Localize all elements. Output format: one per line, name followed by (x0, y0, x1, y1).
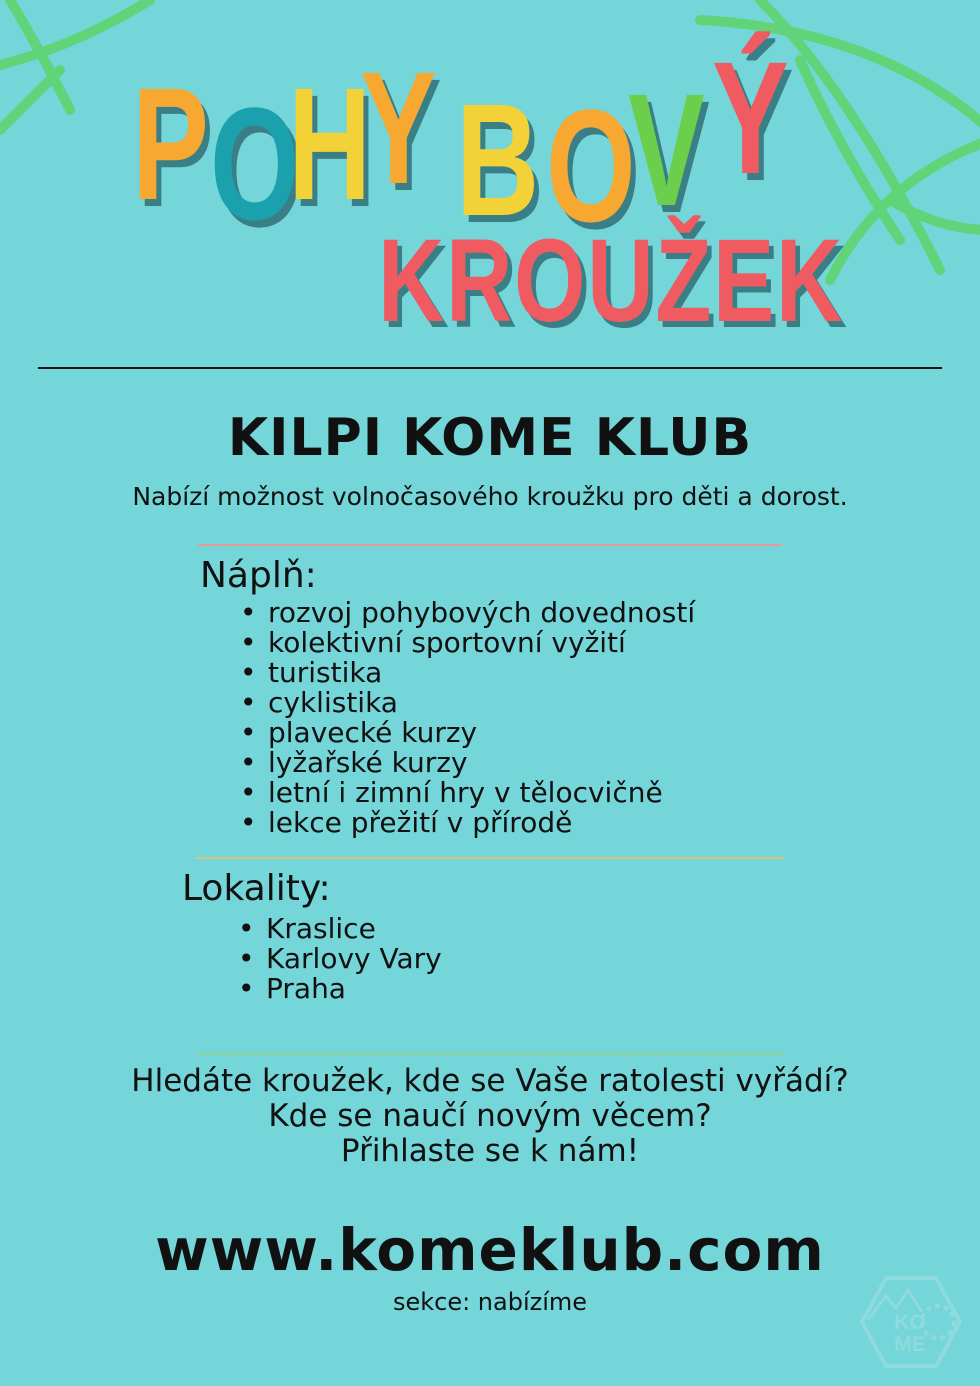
kome-logo (856, 1272, 966, 1372)
list-item: • plavecké kurzy (240, 718, 695, 748)
list-item: • letní i zimní hry v tělocvičně (240, 778, 695, 808)
list-item: • lekce přežití v přírodě (240, 808, 695, 838)
intro-text: Nabízí možnost volnočasového kroužku pro děti a dorost. (132, 482, 848, 511)
cta-line: Hledáte kroužek, kde se Vaše ratolesti vyřádí? (131, 1063, 849, 1099)
title-letter: B (456, 70, 540, 249)
list-item: • lyžařské kurzy (240, 748, 695, 778)
list-item: • kolektivní sportovní vyžití (240, 628, 695, 658)
list-item: • turistika (240, 658, 695, 688)
logo-text: ME (894, 1333, 926, 1356)
list-item: • Praha (238, 974, 442, 1004)
website-link[interactable]: www.komeklub.com (155, 1216, 825, 1284)
title-letter: Y (360, 38, 437, 217)
list-item: • Karlovy Vary (238, 944, 442, 974)
title-letter: V (628, 60, 705, 239)
cta-line: Přihlaste se k nám! (340, 1133, 640, 1169)
title-letter: O (546, 76, 636, 255)
call-to-action (0, 1064, 980, 1169)
club-name: KILPI KOME KLUB (227, 408, 753, 468)
divider-green (196, 1053, 784, 1055)
title-letter: Ý (712, 28, 789, 207)
divider-yellow (196, 857, 784, 859)
divider-pink (198, 544, 782, 546)
naplne-heading: Náplň: (200, 555, 317, 596)
cta-line: Kde se naučí novým věcem? (268, 1098, 712, 1134)
header-divider (38, 367, 942, 369)
list-item: • cyklistika (240, 688, 695, 718)
lokality-heading: Lokality: (182, 868, 331, 909)
list-item: • Kraslice (238, 914, 442, 944)
title-letter: O (210, 74, 300, 253)
main-title (0, 28, 980, 255)
lokality-list (238, 914, 442, 1004)
logo-text: KO (894, 1311, 926, 1334)
naplne-list (240, 598, 695, 838)
section-label: sekce: nabízíme (392, 1288, 588, 1316)
list-item: • rozvoj pohybových dovedností (240, 598, 695, 628)
subtitle: KROUŽEK (378, 215, 845, 347)
title-letter: H (288, 54, 372, 233)
title-letter: P (132, 54, 209, 233)
